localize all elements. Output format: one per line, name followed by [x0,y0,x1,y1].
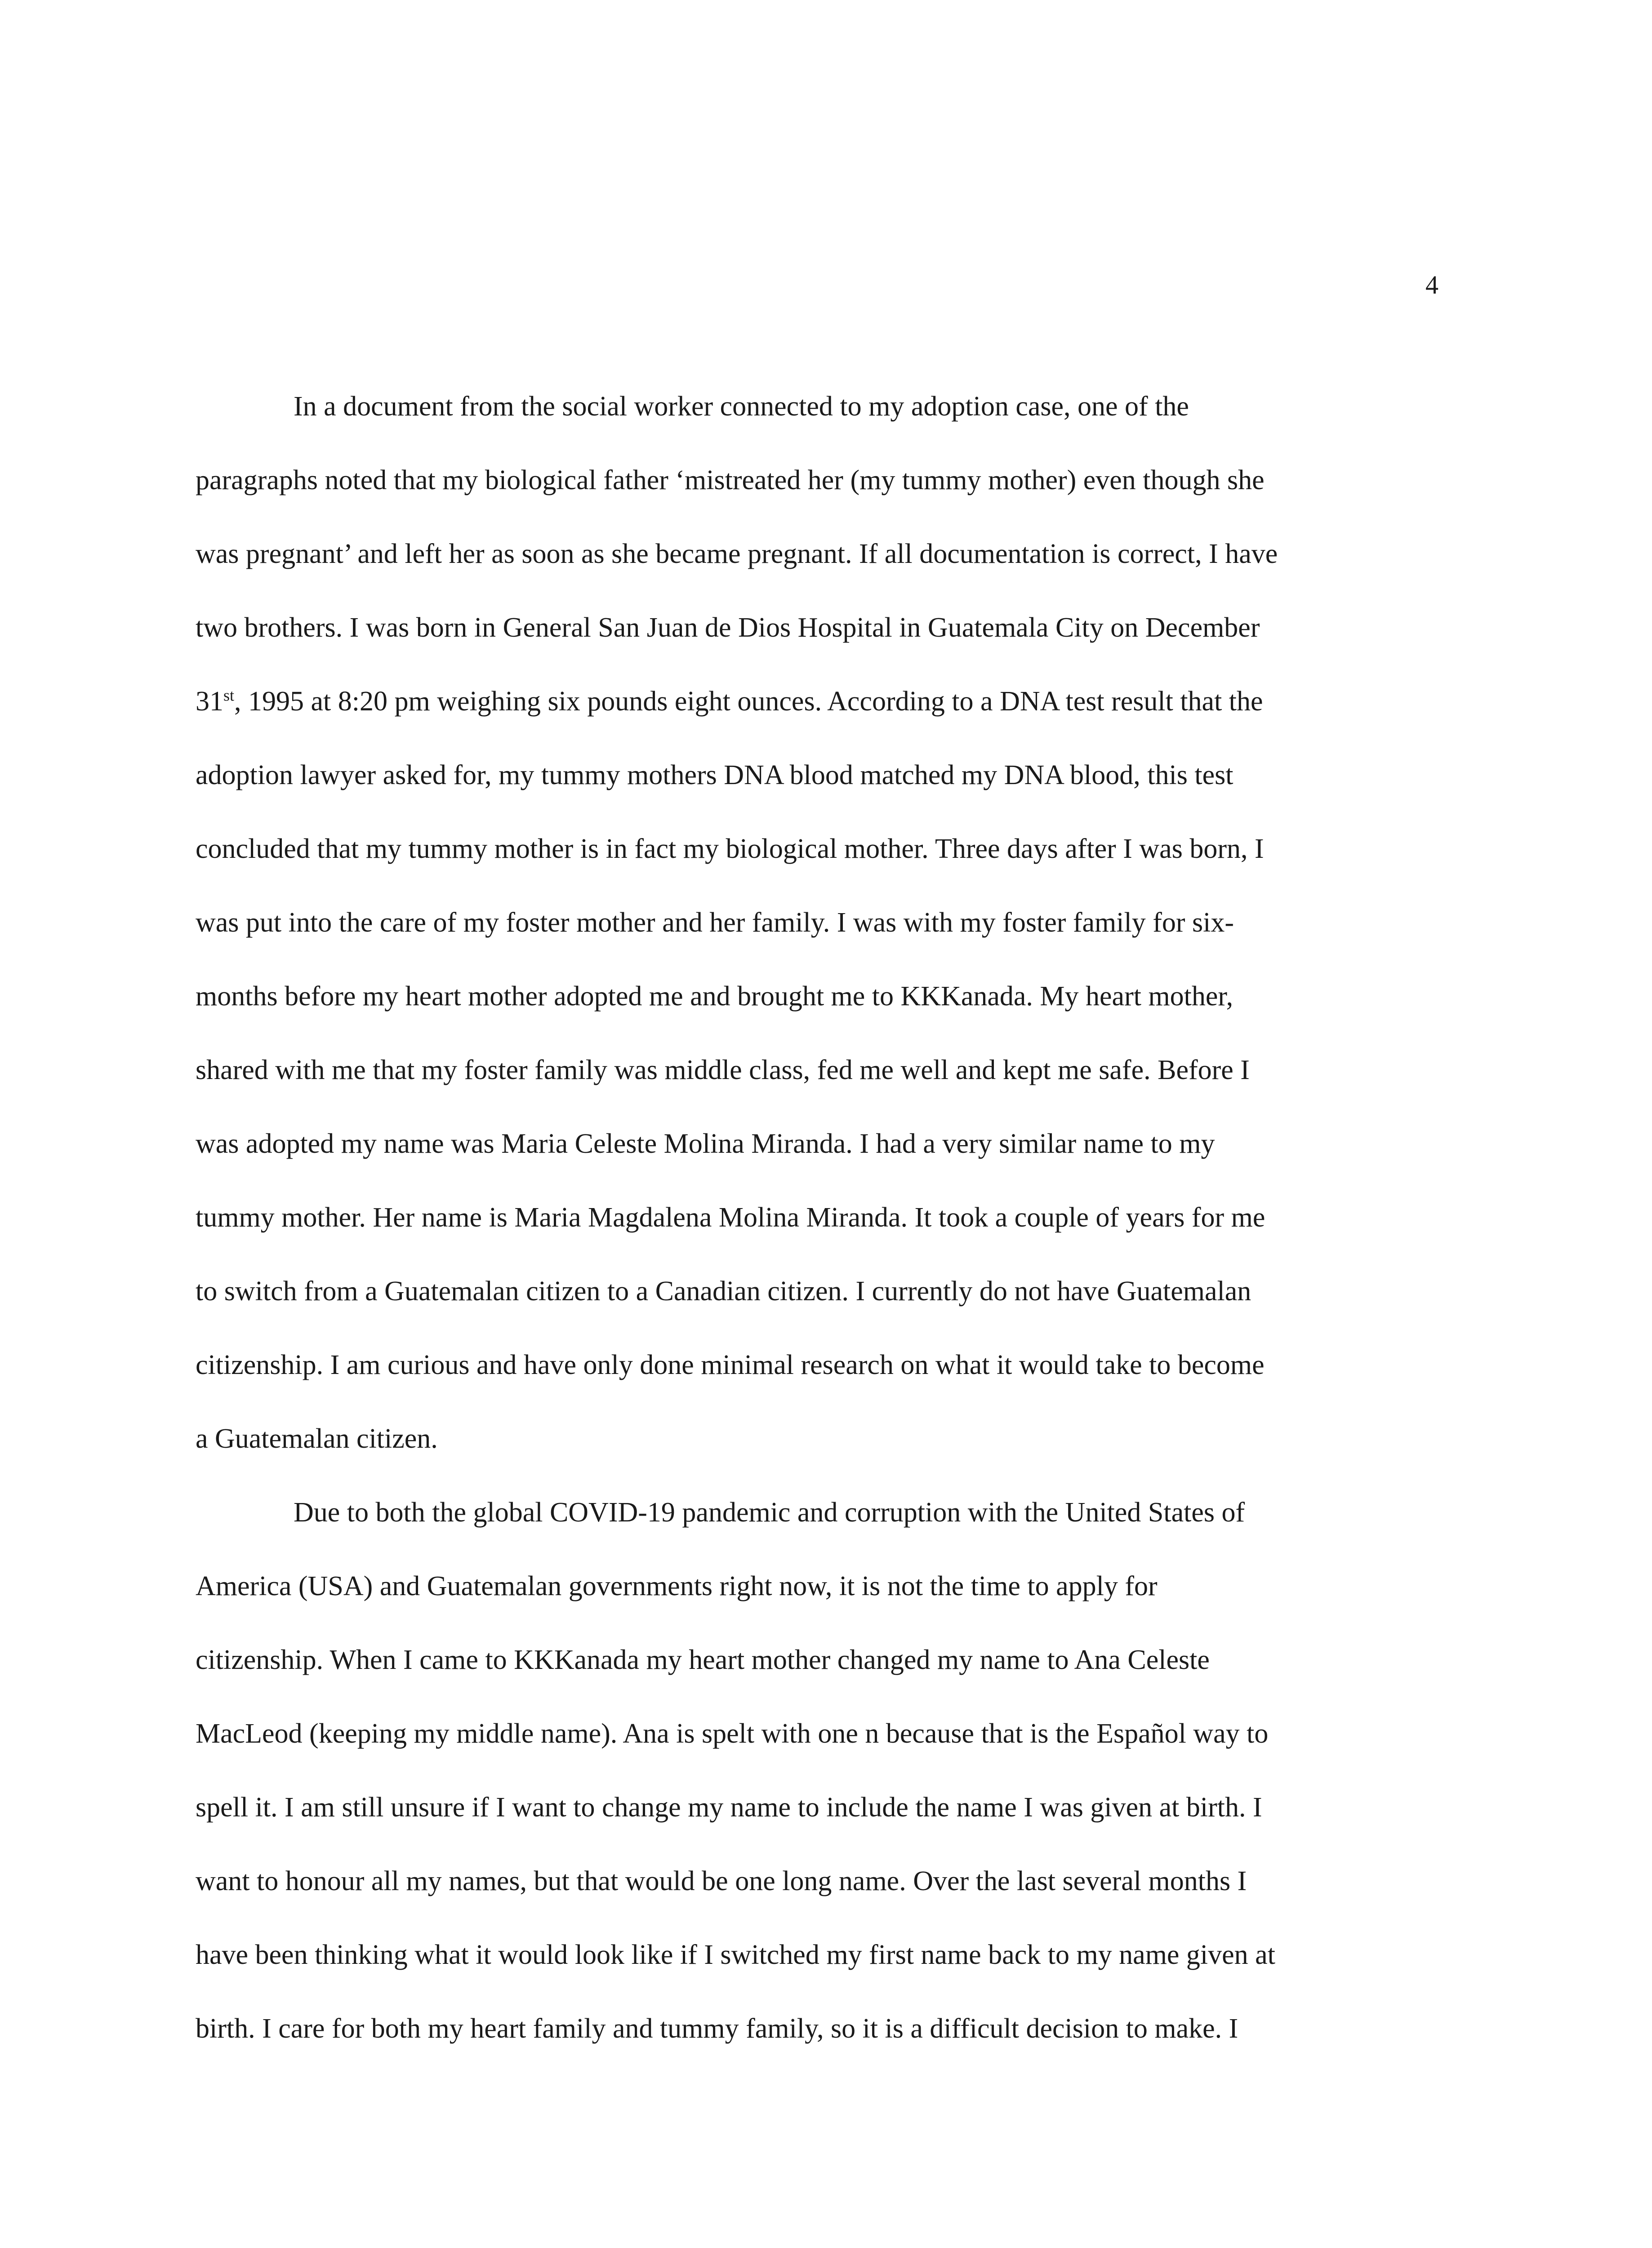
paragraph-line: was adopted my name was Maria Celeste Molina Miranda. I had a very similar name to my [196,1128,1215,1159]
ordinal-suffix: st [223,686,235,705]
body-text [196,370,1445,2065]
paragraph-line: months before my heart mother adopted me and brought me to KKKanada. My heart mother, [196,981,1233,1012]
paragraph-line: adoption lawyer asked for, my tummy mothers DNA blood matched my DNA blood, this test [196,760,1233,790]
paragraph-line: paragraphs noted that my biological father ‘mistreated her (my tummy mother) even though she [196,465,1265,495]
page-number: 4 [1425,270,1438,299]
paragraph-line: spell it. I am still unsure if I want to change my name to include the name I was given at birth. I [196,1792,1262,1823]
paragraph-line: shared with me that my foster family was middle class, fed me well and kept me safe. Before I [196,1055,1250,1085]
paragraph-line: Due to both the global COVID-19 pandemic and corruption with the United States of [294,1497,1245,1528]
paragraph-2 [196,1476,1445,2065]
paragraph-1 [196,370,1445,1476]
paragraph-line: two brothers. I was born in General San Juan de Dios Hospital in Guatemala City on December [196,612,1260,643]
line-remainder: , 1995 at 8:20 pm weighing six pounds eight ounces. According to a DNA test result that the [234,686,1263,717]
paragraph-line: to switch from a Guatemalan citizen to a Canadian citizen. I currently do not have Guatemalan [196,1276,1251,1307]
paragraph-line: a Guatemalan citizen. [196,1423,438,1454]
paragraph-line: want to honour all my names, but that would be one long name. Over the last several months I [196,1866,1247,1896]
paragraph-line: have been thinking what it would look like if I switched my first name back to my name given at [196,1940,1275,1970]
paragraph-line: MacLeod (keeping my middle name). Ana is spelt with one n because that is the Español way to [196,1718,1269,1749]
paragraph-line [196,665,1445,738]
paragraph-line: was pregnant’ and left her as soon as she became pregnant. If all documentation is correct, I have [196,539,1278,569]
paragraph-line: birth. I care for both my heart family and tummy family, so it is a difficult decision to make. I [196,2013,1238,2044]
paragraph-line: America (USA) and Guatemalan governments right now, it is not the time to apply for [196,1571,1158,1601]
paragraph-line: was put into the care of my foster mother and her family. I was with my foster family for six- [196,907,1234,938]
paragraph-line: citizenship. When I came to KKKanada my heart mother changed my name to Ana Celeste [196,1645,1210,1675]
paragraph-line: tummy mother. Her name is Maria Magdalena Molina Miranda. It took a couple of years for me [196,1202,1265,1233]
paragraph-line: In a document from the social worker connected to my adoption case, one of the [294,391,1189,422]
paragraph-line: citizenship. I am curious and have only done minimal research on what it would take to become [196,1350,1265,1380]
paragraph-line: concluded that my tummy mother is in fact my biological mother. Three days after I was born, I [196,834,1264,864]
date-day: 31 [196,686,223,717]
